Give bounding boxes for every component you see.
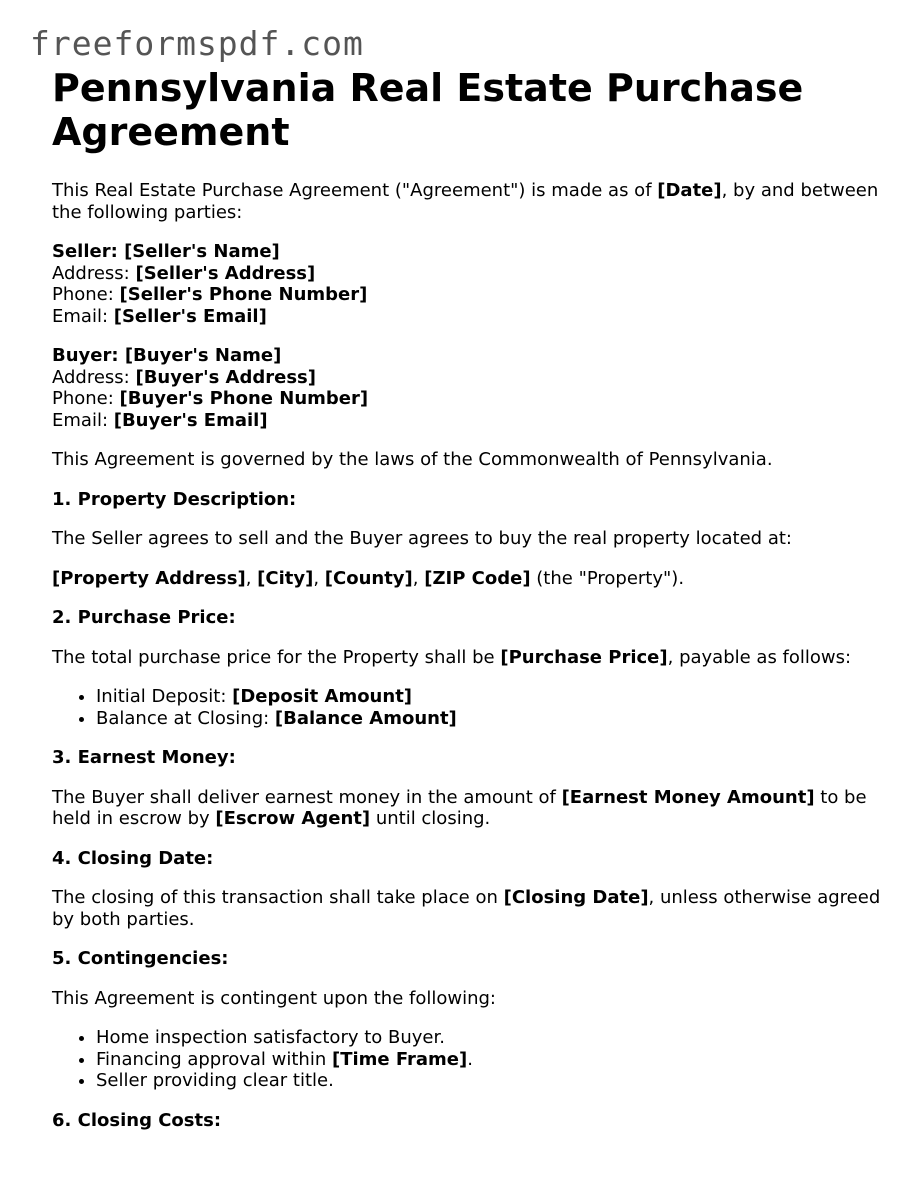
item-label: Initial Deposit:: [96, 686, 233, 707]
section-heading: 5. Contingencies:: [52, 948, 229, 969]
buyer-address: [Buyer's Address]: [135, 366, 316, 388]
earnest-money-text: [52, 787, 882, 830]
list-item: [96, 708, 882, 730]
text: .: [467, 1048, 473, 1070]
text: The total purchase price for the Property shall be: [52, 646, 501, 668]
contingencies-list: [52, 1027, 882, 1092]
property-county: [County]: [324, 567, 413, 589]
separator: ,: [313, 567, 325, 589]
text: , payable as follows:: [667, 646, 852, 668]
intro-paragraph: [52, 180, 882, 223]
deposit-amount: [Deposit Amount]: [232, 686, 413, 707]
contingencies-text: This Agreement is contingent upon the following:: [52, 987, 496, 1009]
section-heading: 1. Property Description:: [52, 488, 297, 510]
intro-text-end: , by and between the following parties:: [52, 180, 879, 223]
list-item: [96, 686, 882, 708]
list-item: • Home inspection satisfactory to Buyer.: [96, 1027, 882, 1049]
seller-name: [Seller's Name]: [124, 241, 280, 262]
page-title: Pennsylvania Real Estate Purchase Agreement: [52, 66, 804, 154]
section-heading: 6. Closing Costs:: [52, 1109, 222, 1131]
section-heading: 3. Earnest Money:: [52, 747, 236, 768]
earnest-money-amount: [Earnest Money Amount]: [561, 786, 815, 808]
text: The closing of this transaction shall take place on: [52, 887, 504, 908]
buyer-phone-label: Phone:: [52, 388, 120, 409]
text: until closing.: [370, 808, 491, 829]
text: to be held in escrow by: [52, 786, 867, 829]
separator: ,: [412, 567, 425, 589]
section-heading: 2. Purchase Price:: [52, 607, 236, 628]
list-item: • Seller providing clear title.: [96, 1070, 882, 1092]
seller-address: [Seller's Address]: [135, 262, 316, 284]
seller-label: Seller:: [52, 241, 125, 262]
closing-date-text: [52, 887, 882, 930]
intro-text: This Real Estate Purchase Agreement ("Agreement") is made as of: [52, 180, 658, 201]
seller-phone: [Seller's Phone Number]: [119, 284, 368, 305]
seller-block: [52, 241, 882, 327]
seller-phone-label: Phone:: [52, 284, 120, 305]
time-frame: [Time Frame]: [331, 1048, 468, 1070]
agreement-date: [Date]: [657, 180, 722, 201]
property-text: The Seller agrees to sell and the Buyer agrees to buy the real property located at:: [52, 528, 792, 549]
text: , unless otherwise agreed by both parties.: [52, 887, 881, 930]
buyer-email: [Buyer's Email]: [113, 409, 268, 431]
buyer-block: [52, 345, 882, 431]
balance-amount: [Balance Amount]: [274, 707, 457, 729]
watermark: freeformspdf.com: [30, 24, 364, 63]
closing-date: [Closing Date]: [503, 887, 649, 908]
property-zip: [ZIP Code]: [424, 567, 531, 589]
property-location: [52, 568, 882, 590]
text: The Buyer shall deliver earnest money in the amount of: [52, 786, 562, 808]
separator: ,: [245, 567, 258, 589]
buyer-name: [Buyer's Name]: [124, 345, 282, 366]
property-city: [City]: [257, 567, 314, 589]
purchase-price-text: [52, 647, 882, 669]
text: Financing approval within: [96, 1048, 332, 1070]
buyer-phone: [Buyer's Phone Number]: [119, 388, 369, 409]
buyer-label: Buyer:: [52, 345, 125, 366]
section-heading: 4. Closing Date:: [52, 847, 214, 869]
escrow-agent: [Escrow Agent]: [215, 808, 371, 829]
buyer-email-label: Email:: [52, 409, 114, 431]
item-label: Balance at Closing:: [96, 707, 275, 729]
buyer-address-label: Address:: [52, 366, 136, 388]
seller-address-label: Address:: [52, 262, 136, 284]
property-suffix: (the "Property").: [530, 567, 685, 589]
payment-list: [52, 686, 882, 729]
property-address: [Property Address]: [52, 567, 246, 589]
seller-email: [Seller's Email]: [113, 305, 267, 327]
document-body: [52, 66, 882, 1131]
purchase-price: [Purchase Price]: [500, 646, 668, 668]
governing-law: This Agreement is governed by the laws of the Commonwealth of Pennsylvania.: [52, 449, 773, 470]
list-item: [96, 1049, 882, 1071]
seller-email-label: Email:: [52, 305, 114, 327]
